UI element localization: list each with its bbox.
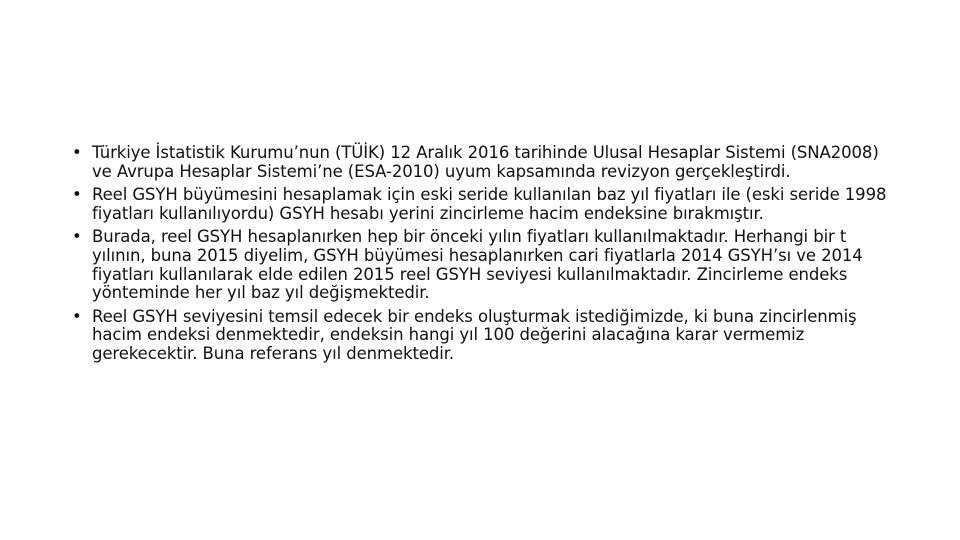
bullet-text-revision: Türkiye İstatistik Kurumu’nun (TÜİK) 12 Aralık 2016 tarihinde Ulusal Hesaplar Sistemi (SNA2008) ve Avrupa Hesaplar Sistemi’ne (ESA-2010) uyum kapsamında revizyon gerçekleştirdi.: [92, 143, 879, 181]
bullet-item-1: [72, 144, 887, 181]
bullet-list: [72, 144, 887, 369]
bullet-marker: •: [72, 227, 82, 247]
bullet-item-3: [72, 228, 887, 302]
bullet-text-chain-volume: Reel GSYH büyümesini hesaplamak için eski seride kullanılan baz yıl fiyatları ile (eski seride 1998 fiyatları kullanılıyordu) GSYH hesabı yerini zincirleme hacim endeksine bırakmıştır.: [92, 185, 887, 223]
bullet-item-4: [72, 308, 887, 364]
bullet-marker: •: [72, 143, 82, 162]
bullet-text-reference-year: Reel GSYH seviyesini temsil edecek bir endeks oluşturmak istediğimizde, ki buna zincirlenmiş hacim endeksi denmektedir, endeksin hangi yıl 100 değerini alacağına karar vermemiz gerekecektir. Buna referans yıl denmektedir.: [92, 306, 857, 363]
bullet-item-2: [72, 186, 887, 223]
bullet-marker: •: [72, 306, 82, 326]
bullet-text-previous-year-prices: Burada, reel GSYH hesaplanırken hep bir önceki yılın fiyatları kullanılmaktadır. Herhangi bir t yılının, buna 2015 diyelim, GSYH büyümesi hesaplanırken cari fiyatlarla 2014 GSYH’sı ve 2014 fiyatları kullanılarak elde edilen 2015 reel GSYH seviyesi kullanılmaktadır. Zincirleme endeks yönteminde her yıl baz yıl değişmektedir.: [92, 227, 863, 303]
bullet-marker: •: [72, 185, 82, 205]
